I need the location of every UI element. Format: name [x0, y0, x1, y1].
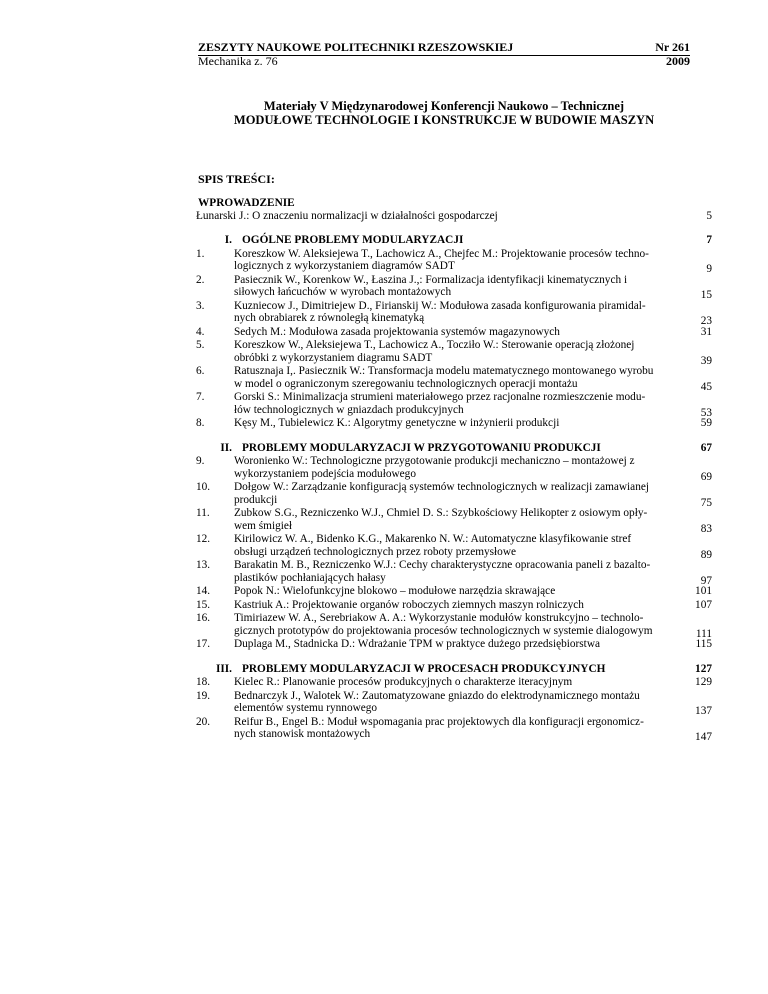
entry-line: gicznych prototypów do projektowania procesów technologicznych w systemie dialogowym	[234, 624, 653, 637]
entry-line: wem śmigieł	[234, 519, 293, 532]
entry-number: 11.	[196, 507, 210, 519]
entry-number: 17.	[196, 638, 211, 650]
entry-text	[234, 326, 674, 339]
entry-text	[234, 533, 674, 558]
entry-line: nych obrabiarek z równoległą kinematyką	[234, 312, 425, 324]
toc-entry	[196, 716, 712, 741]
entry-number: 2.	[196, 273, 205, 286]
entry-line: łów technologicznych w gniazdach produkcyjnych	[234, 403, 464, 416]
entry-page: 147	[695, 731, 712, 743]
entry-text	[234, 559, 674, 584]
entry-text	[234, 638, 674, 651]
toc-entry	[196, 481, 712, 509]
journal-title: ZESZYTY NAUKOWE POLITECHNIKI RZESZOWSKIEJ	[198, 40, 514, 54]
entry-text	[234, 300, 674, 325]
entry-number: 5.	[196, 339, 205, 351]
entry-page: 115	[695, 638, 712, 650]
entry-number: 18.	[196, 676, 211, 688]
toc-entry	[196, 391, 712, 419]
section-heading	[196, 663, 712, 676]
entry-line: Woronienko W.: Technologiczne przygotowanie produkcji mechaniczno – montażowej z	[234, 455, 635, 467]
entry-line: elementów systemu rynnowego	[234, 702, 378, 714]
section-numeral: III.	[215, 662, 232, 675]
section-page: 67	[700, 441, 712, 454]
entry-text	[234, 507, 674, 532]
section-entries	[196, 455, 712, 651]
entry-line: obróbki z wykorzystaniem diagramu SADT	[234, 351, 433, 364]
entry-text	[234, 676, 674, 689]
entry-line: siłowych łańcuchów w wyrobach montażowych	[234, 286, 452, 298]
toc-entry	[196, 638, 712, 651]
section-entries	[196, 248, 712, 430]
entry-number: 20.	[196, 715, 211, 728]
section-page: 127	[695, 662, 712, 675]
entry-number: 13.	[196, 559, 211, 571]
toc-entry	[196, 612, 712, 640]
section-title: PROBLEMY MODULARYZACJI W PROCESACH PRODUKCYJNYCH	[242, 662, 606, 675]
entry-number: 1.	[196, 247, 205, 260]
entry-line: obsługi urządzeń technologicznych przez roboty przemysłowe	[234, 545, 517, 558]
entry-line: Zubkow S.G., Rezniczenko W.J., Chmiel D. S.: Szybkościowy Helikopter z osiowym opły-	[234, 507, 648, 519]
entry-line: plastików pochłaniających hałasy	[234, 571, 386, 584]
toc-entry	[196, 339, 712, 367]
toc-section	[196, 442, 712, 651]
entry-line: Sedych M.: Modułowa zasada projektowania systemów magazynowych	[234, 325, 560, 338]
toc-entry	[196, 690, 712, 715]
entry-page: 83	[700, 522, 712, 535]
entry-text	[234, 716, 674, 741]
entry-number: 10.	[196, 481, 211, 493]
entry-number: 6.	[196, 365, 205, 377]
section-title: OGÓLNE PROBLEMY MODULARYZACJI	[242, 234, 464, 246]
toc-entry	[196, 417, 712, 430]
entry-text	[234, 391, 674, 416]
entry-number: 3.	[196, 299, 205, 312]
section-numeral: I.	[224, 234, 232, 246]
year-label: 2009	[666, 54, 690, 68]
entry-page: 137	[695, 705, 712, 717]
entry-line: Kirilowicz W. A., Bidenko K.G., Makarenko N. W.: Automatyczne klasyfikowanie stref	[234, 533, 632, 545]
entry-text	[234, 365, 674, 390]
entry-page: 97	[700, 574, 712, 587]
toc-entry	[196, 365, 712, 393]
section-entries	[196, 676, 712, 741]
entry-line: Bednarczyk J., Walotek W.: Zautomatyzowane gniazdo do elektrodynamicznego montażu	[234, 689, 640, 702]
entry-page: 23	[700, 315, 712, 327]
entry-number: 4.	[196, 325, 205, 338]
entry-page: 53	[700, 406, 712, 419]
intro-text: Łunarski J.: O znaczeniu normalizacji w działalności gospodarczej	[196, 209, 498, 222]
intro-heading: WPROWADZENIE	[198, 197, 295, 209]
entry-number: 9.	[196, 455, 205, 467]
issue-number: Nr 261	[655, 40, 690, 54]
entry-page: 101	[695, 585, 712, 597]
entry-page: 129	[695, 676, 712, 688]
toc-section	[196, 663, 712, 741]
section-heading	[196, 234, 712, 247]
entry-number: 16.	[196, 612, 211, 624]
entry-text	[234, 599, 674, 612]
entry-number: 12.	[196, 533, 211, 545]
entry-page: 45	[700, 380, 712, 393]
conference-title	[198, 99, 690, 127]
entry-number: 8.	[196, 417, 205, 429]
toc-entry	[196, 585, 712, 598]
entry-text	[234, 417, 674, 430]
entry-text	[234, 481, 674, 506]
section-page: 7	[706, 234, 712, 246]
entry-line: nych stanowisk montażowych	[234, 728, 371, 740]
toc-entry	[196, 533, 712, 561]
toc-entry	[196, 507, 712, 535]
entry-page: 107	[695, 598, 712, 611]
toc-entry	[196, 599, 712, 612]
entry-line: produkcji	[234, 493, 278, 506]
entry-page: 31	[700, 325, 712, 338]
entry-number: 15.	[196, 598, 211, 611]
entry-line: Timiriazew W. A., Serebriakow A. A.: Wykorzystanie modułów konstrukcyjno – technolo-	[234, 612, 644, 624]
header-rule	[198, 55, 690, 56]
section-numeral: II.	[220, 441, 232, 454]
toc-sections	[196, 234, 712, 741]
conference-line-1: Materiały V Międzynarodowej Konferencji Naukowo – Technicznej	[263, 99, 625, 113]
conference-line-2: MODUŁOWE TECHNOLOGIE I KONSTRUKCJE W BUDOWIE MASZYN	[233, 113, 655, 127]
entry-page: 89	[700, 548, 712, 561]
entry-line: Koreszkow W. Aleksiejewa T., Lachowicz A., Chejfec M.: Projektowanie procesów techno-	[234, 247, 649, 260]
entry-number: 7.	[196, 391, 205, 403]
entry-line: Dołgow W.: Zarządzanie konfiguracją systemów technologicznych w realizacji zamawianej	[234, 481, 649, 493]
series-label: Mechanika z. 76	[198, 54, 278, 68]
toc-entry	[196, 274, 712, 299]
entry-line: Koreszkow W., Aleksiejewa T., Lachowicz A., Tocziło W.: Sterowanie operacją złożonej	[234, 339, 635, 351]
entry-line: Kielec R.: Planowanie procesów produkcyjnych o charakterze iteracyjnym	[234, 676, 573, 688]
toc-entry	[196, 455, 712, 483]
toc-title: SPIS TREŚCI:	[198, 172, 275, 186]
entry-number: 14.	[196, 585, 211, 597]
entry-line: Duplaga M., Stadnicka D.: Wdrażanie TPM w praktyce dużego przedsiębiorstwa	[234, 638, 600, 650]
page-header	[198, 40, 690, 68]
entry-text	[234, 612, 674, 637]
entry-line: Kuzniecow J., Dimitriejew D., Firianskij W.: Modułowa zasada konfigurowania piramidal-	[234, 299, 646, 312]
entry-line: Pasiecznik W., Korenkow W., Łaszina J.,: Formalizacja identyfikacji kinematycznych i	[234, 273, 628, 286]
toc-entry	[196, 559, 712, 587]
entry-page: 15	[700, 289, 712, 301]
entry-line: Popok N.: Wielofunkcyjne blokowo – modułowe narzędzia skrawające	[234, 585, 556, 597]
toc-entry	[196, 248, 712, 273]
entry-line: Kastriuk A.: Projektowanie organów roboczych ziemnych maszyn rolniczych	[234, 598, 584, 611]
entry-page: 75	[700, 496, 712, 509]
table-of-contents	[196, 197, 712, 742]
section-heading	[196, 442, 712, 455]
entry-line: logicznych z wykorzystaniem diagramów SADT	[234, 260, 455, 272]
entry-line: Gorski S.: Minimalizacja strumieni materiałowego przez racjonalne rozmieszczenie modu-	[234, 391, 646, 403]
toc-entry	[196, 676, 712, 689]
entry-line: w model o ograniczonym szeregowaniu technologicznych operacji montażu	[234, 377, 578, 390]
entry-text	[234, 248, 674, 273]
entry-page: 9	[706, 263, 712, 275]
section-title: PROBLEMY MODULARYZACJI W PRZYGOTOWANIU PRODUKCJI	[242, 441, 601, 454]
entry-line: Reifur B., Engel B.: Moduł wspomagania prac projektowych dla konfiguracji ergonomicz-	[234, 715, 644, 728]
entry-line: Ratusznaja I,. Pasiecznik W.: Transformacja modelu matematycznego montowanego wyrobu	[234, 365, 654, 377]
entry-number: 19.	[196, 689, 211, 702]
entry-page: 39	[700, 354, 712, 367]
toc-entry	[196, 300, 712, 325]
entry-text	[234, 585, 674, 598]
entry-line: Barakatin M. B., Rezniczenko W.J.: Cechy charakterystyczne opracowania paneli z bazalto-	[234, 559, 651, 571]
entry-text	[234, 274, 674, 299]
toc-section	[196, 234, 712, 430]
entry-page: 69	[700, 470, 712, 483]
entry-text	[234, 690, 674, 715]
entry-text	[234, 455, 674, 480]
entry-line: Kęsy M., Tubielewicz K.: Algorytmy genetyczne w inżynierii produkcji	[234, 417, 560, 429]
intro-page: 5	[706, 209, 712, 222]
entry-line: wykorzystaniem podejścia modułowego	[234, 467, 416, 480]
entry-page: 59	[700, 417, 712, 429]
toc-entry	[196, 326, 712, 339]
entry-page: 111	[695, 627, 712, 640]
entry-text	[234, 339, 674, 364]
intro-entry	[196, 210, 712, 223]
